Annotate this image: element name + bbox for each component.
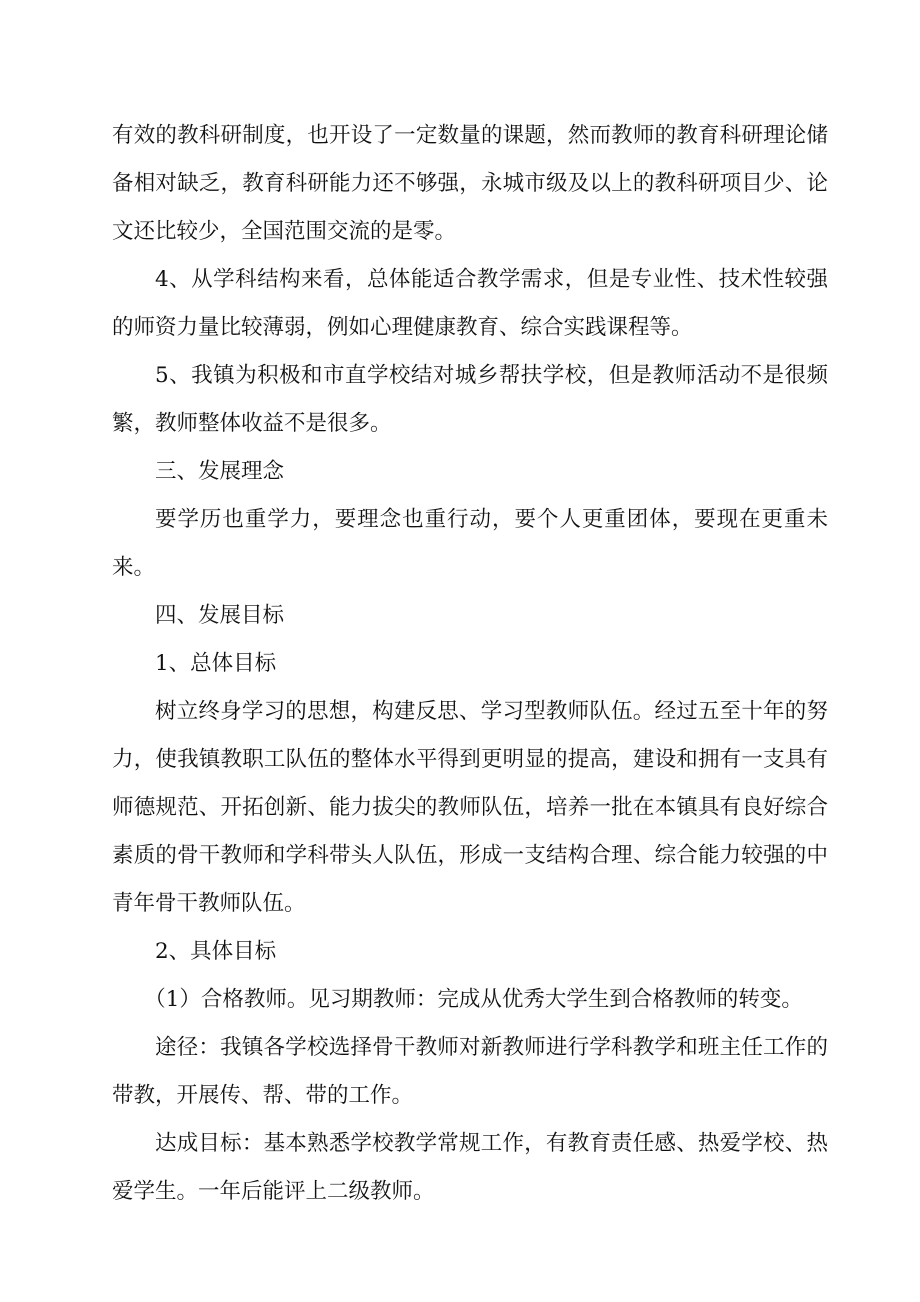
paragraph-school-pairing: 5、我镇为积极和市直学校结对城乡帮扶学校，但是教师活动不是很频繁，教师整体收益不是很多。 (112, 363, 828, 436)
paragraph-teaching-research: 有效的教科研制度，也开设了一定数量的课题，然而教师的教育科研理论储备相对缺乏，教育科研能力还不够强，永城市级及以上的教科研项目少、论文还比较少，全国范围交流的是零。 (112, 123, 828, 244)
paragraph-approach: 途径：我镇各学校选择骨干教师对新教师进行学科教学和班主任工作的带教，开展传、帮、带的工作。 (112, 1035, 828, 1108)
paragraph-qualified-teacher: （1）合格教师。见习期教师：完成从优秀大学生到合格教师的转变。 (144, 987, 803, 1012)
subheading-overall-goal: 1、总体目标 (155, 651, 277, 676)
paragraph-overall-goal: 树立终身学习的思想，构建反思、学习型教师队伍。经过五至十年的努力，使我镇教职工队伍的整体水平得到更明显的提高，建设和拥有一支具有师德规范、开拓创新、能力拔尖的教师队伍，培养一批在本镇具有良好综合素质的骨干教师和学科带头人队伍，形成一支结构合理、综合能力较强的中青年骨干教师队伍。 (112, 699, 828, 916)
paragraph-development-concept: 要学历也重学力，要理念也重行动，要个人更重团体，要现在更重未来。 (112, 507, 828, 580)
paragraph-subject-structure: 4、从学科结构来看，总体能适合教学需求，但是专业性、技术性较强的师资力量比较薄弱，例如心理健康教育、综合实践课程等。 (112, 267, 828, 340)
document-body (112, 112, 828, 1216)
paragraph-achievement-goal: 达成目标：基本熟悉学校教学常规工作，有教育责任感、热爱学校、热爱学生。一年后能评上二级教师。 (112, 1131, 828, 1204)
subheading-specific-goals: 2、具体目标 (155, 939, 277, 964)
section-heading-development-goals: 四、发展目标 (155, 603, 285, 628)
section-heading-development-concept: 三、发展理念 (155, 459, 285, 484)
